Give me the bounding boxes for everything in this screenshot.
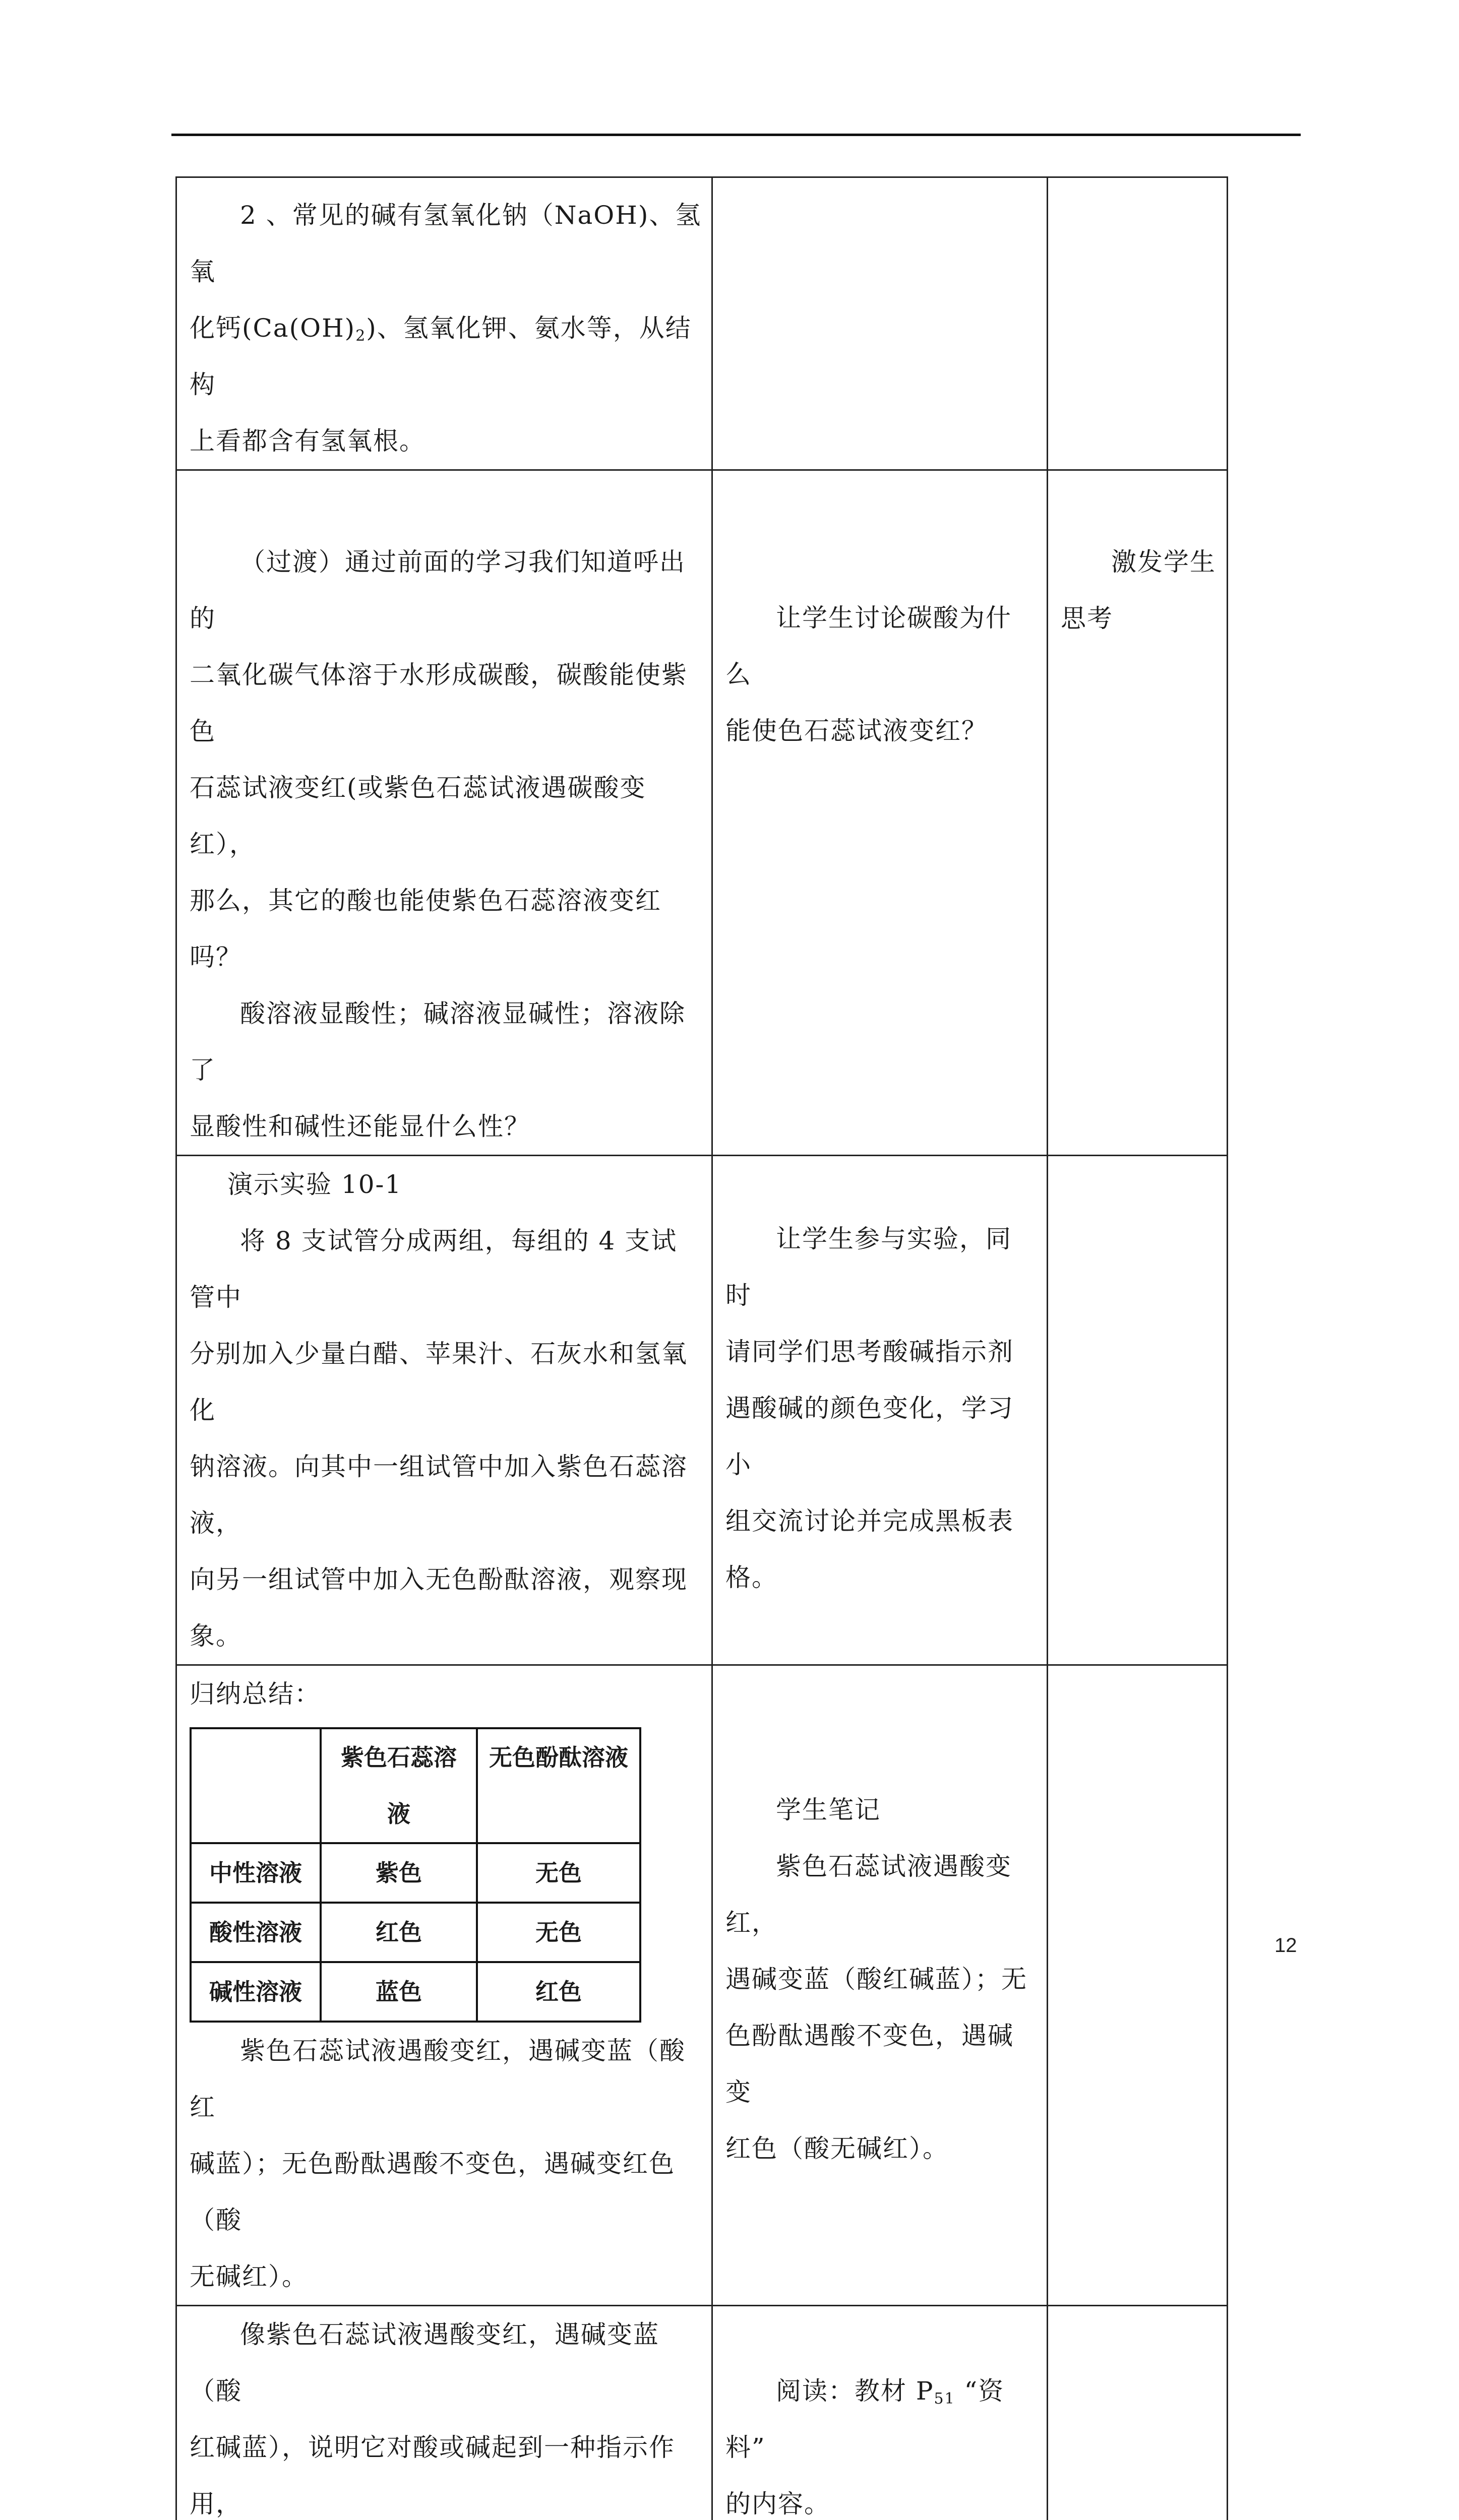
header-rule — [171, 134, 1301, 136]
student-activity-cell — [712, 2306, 1048, 2520]
table-row — [191, 1843, 640, 1903]
paragraph: 让学生讨论碳酸为什么 — [725, 590, 1038, 703]
header-cell-empty — [191, 1728, 321, 1843]
student-activity-cell — [712, 177, 1048, 470]
paragraph: 遇碱变蓝（酸红碱蓝）；无 — [725, 1951, 1038, 2007]
paragraph: 遇酸碱的颜色变化，学习小 — [725, 1380, 1038, 1493]
table-cell: 无色 — [477, 1843, 640, 1903]
student-activity-cell — [712, 1156, 1048, 1665]
paragraph: 酸溶液显酸性；碱溶液显碱性；溶液除了 — [190, 985, 702, 1098]
table-row — [176, 470, 1228, 1156]
design-intent-cell — [1048, 1665, 1228, 2306]
paragraph: 化钙$(Ca(OH)_2)$、氢氧化钾、氨水等，从结构 — [190, 300, 702, 413]
design-intent-cell — [1048, 177, 1228, 470]
student-activity-cell — [712, 1665, 1048, 2306]
teacher-activity-cell — [176, 177, 712, 470]
teacher-activity-cell — [176, 1665, 712, 2306]
paragraph: 碱蓝）；无色酚酞遇酸不变色，遇碱变红色（酸 — [190, 2135, 702, 2248]
paragraph: 思考 — [1061, 590, 1218, 647]
paragraph: 红碱蓝），说明它对酸或碱起到一种指示作用， — [190, 2419, 702, 2520]
paragraph: 上看都含有氢氧根。 — [190, 413, 702, 469]
summary-heading: 归纳总结： — [190, 1666, 702, 1722]
paragraph: 组交流讨论并完成黑板表 — [725, 1493, 1038, 1549]
table-row — [176, 1156, 1228, 1665]
row-label: 中性溶液 — [191, 1843, 321, 1903]
student-activity-cell — [712, 470, 1048, 1156]
paragraph: 将 8 支试管分成两组，每组的 4 支试管中 — [190, 1213, 702, 1326]
paragraph: 像紫色石蕊试液遇酸变红，遇碱变蓝（酸 — [190, 2306, 702, 2419]
paragraph: 的内容。 — [725, 2476, 1038, 2520]
paragraph: （过渡）通过前面的学习我们知道呼出的 — [190, 534, 702, 647]
design-intent-cell — [1048, 1156, 1228, 1665]
paragraph: 色酚酞遇酸不变色，遇碱变 — [725, 2007, 1038, 2120]
paragraph: 让学生参与实验，同时 — [725, 1211, 1038, 1324]
indicator-color-table — [190, 1727, 641, 2023]
paragraph: 激发学生 — [1061, 534, 1218, 590]
row-label: 碱性溶液 — [191, 1962, 321, 2022]
paragraph: 紫色石蕊试液遇酸变红，遇碱变蓝（酸红 — [190, 2023, 702, 2135]
row-label: 酸性溶液 — [191, 1903, 321, 1962]
table-cell: 红色 — [477, 1962, 640, 2022]
paragraph: 阅读：教材 $P_{51}$ “资料” — [725, 2363, 1038, 2476]
teacher-activity-cell — [176, 1156, 712, 1665]
table-cell: 红色 — [321, 1903, 477, 1962]
paragraph: 请同学们思考酸碱指示剂 — [725, 1324, 1038, 1380]
table-row — [191, 1962, 640, 2022]
header-cell-litmus: 紫色石蕊溶 液 — [321, 1728, 477, 1843]
table-row — [176, 2306, 1228, 2520]
paragraph: 二氧化碳气体溶于水形成碳酸，碳酸能使紫色 — [190, 647, 702, 760]
table-cell: 无色 — [477, 1903, 640, 1962]
paragraph: 学生笔记 — [725, 1782, 1038, 1838]
paragraph: 向另一组试管中加入无色酚酞溶液，观察现象。 — [190, 1551, 702, 1664]
paragraph: 钠溶液。向其中一组试管中加入紫色石蕊溶液， — [190, 1438, 702, 1551]
paragraph: 那么，其它的酸也能使紫色石蕊溶液变红吗？ — [190, 872, 702, 985]
paragraph: 演示实验 10-1 — [190, 1156, 702, 1213]
table-header-row — [191, 1728, 640, 1843]
table-cell: 蓝色 — [321, 1962, 477, 2022]
paragraph: 显酸性和碱性还能显什么性？ — [190, 1098, 702, 1155]
paragraph: 紫色石蕊试液遇酸变红， — [725, 1838, 1038, 1951]
teacher-activity-cell — [176, 2306, 712, 2520]
lesson-plan-table — [175, 176, 1228, 2520]
paragraph: 格。 — [725, 1549, 1038, 1606]
header-cell-phenolphthalein: 无色酚酞溶液 — [477, 1728, 640, 1843]
design-intent-cell — [1048, 470, 1228, 1156]
paragraph: 无碱红）。 — [190, 2248, 702, 2305]
teacher-activity-cell — [176, 470, 712, 1156]
table-row — [191, 1903, 640, 1962]
table-cell: 紫色 — [321, 1843, 477, 1903]
paragraph: 石蕊试液变红(或紫色石蕊试液遇碳酸变红）， — [190, 760, 702, 872]
paragraph: 红色（酸无碱红）。 — [725, 2120, 1038, 2177]
paragraph: 2 、常见的碱有氢氧化钠（NaOH)、氢氧 — [190, 187, 702, 300]
page-number: 12 — [1274, 1934, 1297, 1957]
design-intent-cell — [1048, 2306, 1228, 2520]
paragraph: 能使色石蕊试液变红？ — [725, 703, 1038, 759]
table-row — [176, 177, 1228, 470]
paragraph: 分别加入少量白醋、苹果汁、石灰水和氢氧化 — [190, 1326, 702, 1438]
table-row — [176, 1665, 1228, 2306]
